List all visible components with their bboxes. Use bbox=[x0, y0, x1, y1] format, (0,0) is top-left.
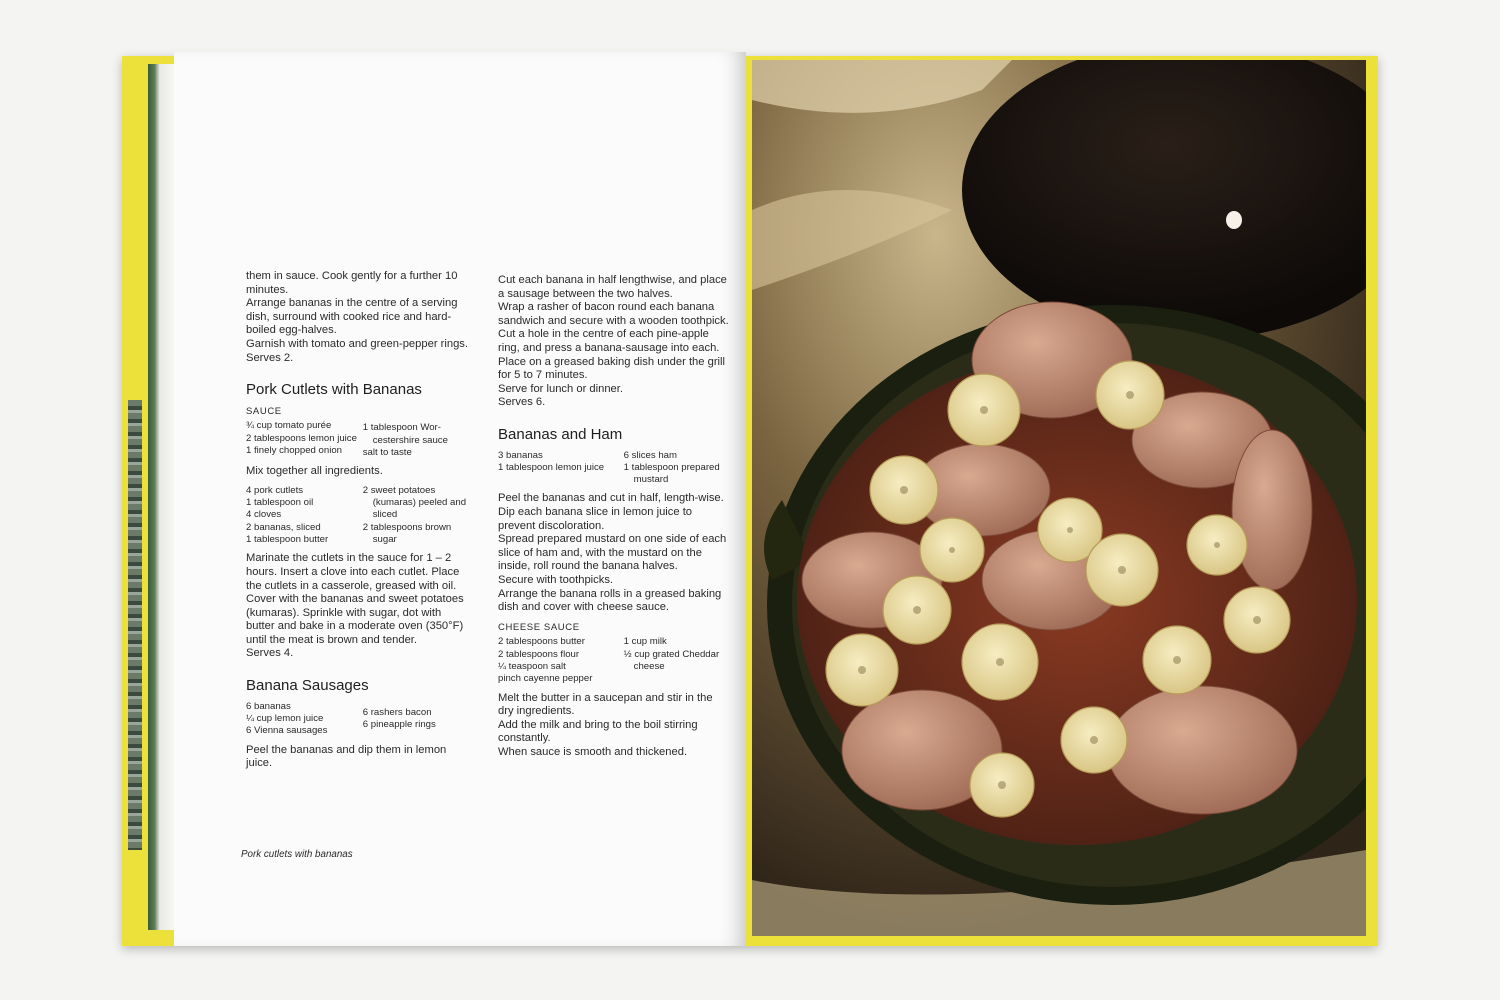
food-photo bbox=[752, 60, 1366, 936]
sauce-label: SAUCE bbox=[246, 405, 282, 417]
recipe-title: Banana Sausages bbox=[246, 677, 369, 695]
sauce-ingredients bbox=[246, 420, 468, 459]
ingredient: 6 bananas bbox=[246, 700, 291, 712]
page-stack-edge bbox=[148, 64, 174, 930]
left-column bbox=[246, 270, 468, 771]
intro-line: Wrap a rasher of bacon round each banana sandwich and secure with a wooden toothpick. bbox=[498, 301, 729, 327]
intro-line: Cut a hole in the centre of each pine-apple ring, and press a banana-sausage into each. bbox=[498, 328, 720, 354]
ingredient: 1 tablespoon prepared mustard bbox=[623, 461, 720, 486]
ingredients bbox=[498, 450, 730, 487]
ingredient: 1 tablespoon butter bbox=[246, 534, 329, 546]
method-text: Peel the bananas and dip them in lemon juice. bbox=[246, 743, 447, 770]
method-text: Spread prepared mustard on one side of each slice of ham and, with the mustard on the inside, roll round the banana halves. bbox=[498, 533, 727, 573]
ingredients bbox=[246, 485, 468, 546]
method-text: Marinate the cutlets in the sauce for 1 – 2 hours. Insert a clove into each cutlet. Place the cutlets in a casserole, greased with oil. Cover with the bananas and sweet potatoes (kumaras). Sprinkle with sugar, dot with butter and bake in a moderate oven (350°F) until the meat is brown and tender. bbox=[246, 552, 464, 646]
intro-line: Arrange bananas in the centre of a serving dish, surround with cooked rice and hard-boiled egg-halves. bbox=[246, 297, 458, 337]
serves-text: Serves 4. bbox=[246, 647, 294, 660]
ingredient: salt to taste bbox=[362, 446, 412, 458]
ingredient: 3 bananas bbox=[498, 449, 543, 461]
ingredient: 2 tablespoons butter bbox=[498, 636, 585, 648]
ingredient: 6 pineapple rings bbox=[362, 718, 436, 730]
ingredient: ¼ teaspoon salt bbox=[498, 660, 566, 672]
ingredient: 1 cup milk bbox=[623, 636, 667, 648]
intro-line: Place on a greased baking dish under the grill for 5 to 7 minutes. bbox=[498, 355, 726, 382]
ingredient: ¾ cup tomato purée bbox=[246, 420, 332, 432]
ingredient: ½ cup grated Cheddar cheese bbox=[623, 648, 720, 672]
casserole-photo bbox=[752, 60, 1366, 936]
photo-caption: Pork cutlets with bananas bbox=[241, 849, 353, 860]
cheese-sauce-label: CHEESE SAUCE bbox=[498, 621, 580, 633]
ingredient: 6 slices ham bbox=[623, 449, 677, 461]
method-text: Dip each banana slice in lemon juice to prevent discoloration. bbox=[498, 506, 693, 532]
intro-line: Serves 6. bbox=[498, 396, 546, 409]
ingredient: 1 tablespoon lemon juice bbox=[498, 461, 605, 473]
method-text: Peel the bananas and cut in half, length-wise. bbox=[498, 492, 724, 505]
ingredient: 1 tablespoon Wor-cestershire sauce bbox=[362, 422, 448, 446]
page-edge-photo-strip bbox=[128, 400, 142, 850]
method-text: Arrange the banana rolls in a greased baking dish and cover with cheese sauce. bbox=[498, 587, 722, 614]
right-column bbox=[498, 274, 730, 760]
cheese-sauce-ingredients bbox=[498, 636, 730, 685]
ingredient: 2 tablespoons lemon juice bbox=[246, 432, 357, 444]
ingredient: 1 finely chopped onion bbox=[246, 444, 343, 456]
method-text: Mix together all ingredients. bbox=[246, 465, 383, 478]
ingredients bbox=[246, 701, 468, 738]
intro-line: Serve for lunch or dinner. bbox=[498, 382, 623, 395]
ingredient: 4 cloves bbox=[246, 509, 282, 521]
ingredient: 2 sweet potatoes (kumaras) peeled and sliced bbox=[362, 484, 467, 521]
ingredient: pinch cayenne pepper bbox=[498, 673, 593, 685]
method-text: When sauce is smooth and thickened. bbox=[498, 745, 688, 758]
ingredient: 2 tablespoons brown sugar bbox=[362, 521, 452, 546]
recipe-title: Pork Cutlets with Bananas bbox=[246, 381, 422, 399]
method-text: Add the milk and bring to the boil stirring constantly. bbox=[498, 718, 698, 745]
ingredient: 1 tablespoon oil bbox=[246, 497, 314, 509]
intro-line: them in sauce. Cook gently for a further 10 minutes. bbox=[246, 270, 458, 296]
ingredient: ¼ cup lemon juice bbox=[246, 712, 324, 724]
ingredient: 4 pork cutlets bbox=[246, 484, 304, 496]
method-text: Secure with toothpicks. bbox=[498, 573, 614, 586]
intro-line: Garnish with tomato and green-pepper rings. bbox=[246, 337, 469, 350]
intro-line: Serves 2. bbox=[246, 351, 294, 364]
intro-line: Cut each banana in half lengthwise, and place a sausage between the two halves. bbox=[498, 274, 727, 300]
recipe-title: Bananas and Ham bbox=[498, 425, 623, 443]
method-text: Melt the butter in a saucepan and stir in the dry ingredients. bbox=[498, 691, 713, 718]
ingredient: 2 tablespoons flour bbox=[498, 648, 580, 660]
ingredient: 6 rashers bacon bbox=[362, 706, 432, 718]
ingredient: 6 Vienna sausages bbox=[246, 725, 328, 737]
ingredient: 2 bananas, sliced bbox=[246, 521, 321, 533]
